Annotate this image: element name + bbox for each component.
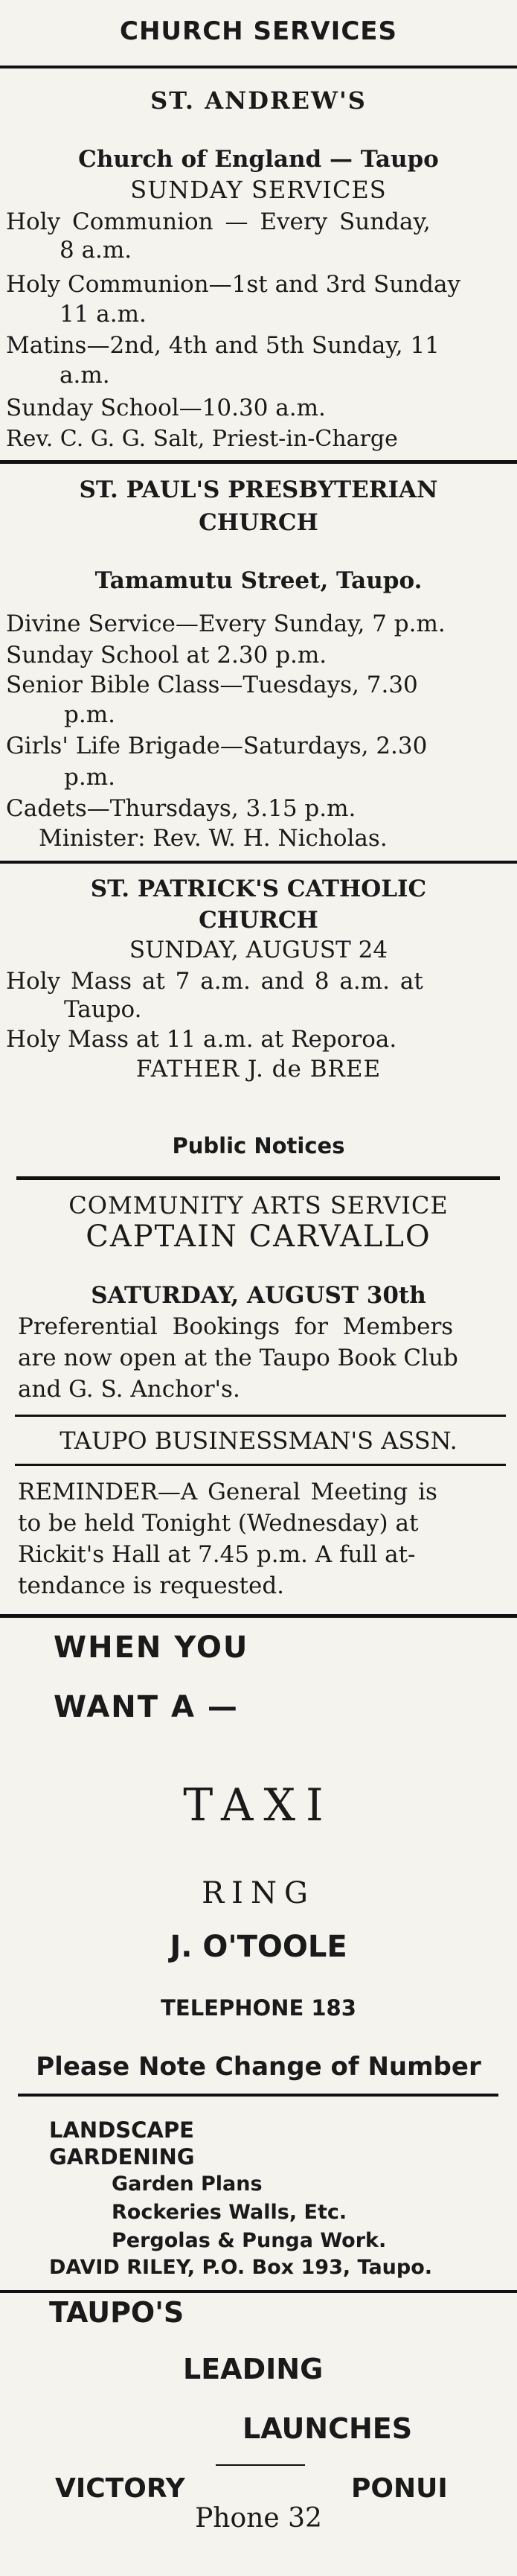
landscape-contact: DAVID RILEY, P.O. Box 193, Taupo. [49, 2256, 433, 2279]
service-line: Rev. C. G. G. Salt, Priest-in-Charge [6, 426, 398, 452]
st-patricks-priest: FATHER J. de BREE [135, 1056, 382, 1083]
notice-line: tendance is requested. [18, 1572, 285, 1599]
service-line: 8 a.m. [60, 237, 132, 264]
service-line: Cadets—Thursdays, 3.15 p.m. [6, 795, 356, 822]
landscape-line-2: GARDENING [49, 2144, 195, 2169]
st-patricks-date: SUNDAY, AUGUST 24 [129, 937, 388, 963]
landscape-item: Garden Plans [112, 2172, 263, 2196]
divider [15, 1415, 506, 1417]
service-line: Holy Mass at 7 a.m. and 8 a.m. at [6, 968, 423, 995]
st-patricks-title-2: CHURCH [199, 907, 318, 934]
divider [216, 2464, 305, 2466]
service-line: p.m. [64, 764, 115, 791]
service-line: Divine Service—Every Sunday, 7 p.m. [6, 610, 446, 637]
launch-boat-ponui: PONUI [351, 2473, 448, 2504]
service-line: Holy Communion — Every Sunday, [6, 208, 431, 235]
taxi-telephone: TELEPHONE 183 [161, 1995, 356, 2021]
launches-line-2: LEADING [183, 2353, 324, 2385]
st-andrews-title: ST. ANDREW'S [150, 86, 367, 115]
service-line: p.m. [64, 701, 115, 728]
change-of-number-notice: Please Note Change of Number [36, 2052, 481, 2082]
service-line: Matins—2nd, 4th and 5th Sunday, 11 [6, 332, 440, 359]
st-pauls-subtitle: Tamamutu Street, Taupo. [94, 567, 423, 594]
taxi-line-1: WHEN YOU [54, 1630, 249, 1665]
divider [16, 1176, 500, 1180]
arts-date: SATURDAY, AUGUST 30th [91, 1282, 426, 1309]
st-patricks-title: ST. PATRICK'S CATHOLIC [90, 876, 427, 902]
service-line: Holy Mass at 11 a.m. at Reporoa. [6, 1026, 397, 1053]
launches-phone: Phone 32 [195, 2503, 322, 2534]
divider [15, 1464, 506, 1466]
landscape-item: Rockeries Walls, Etc. [112, 2201, 347, 2224]
notice-line: and G. S. Anchor's. [18, 1376, 240, 1403]
notice-line: Preferential Bookings for Members [18, 1313, 454, 1340]
arts-subtitle: CAPTAIN CARVALLO [86, 1220, 431, 1254]
taxi-name: J. O'TOOLE [170, 1930, 347, 1964]
landscape-item: Pergolas & Punga Work. [112, 2229, 387, 2252]
taxi-ring: RING [202, 1876, 315, 1910]
launches-line-3: LAUNCHES [243, 2412, 413, 2445]
st-andrews-heading: SUNDAY SERVICES [130, 176, 387, 204]
arts-title: COMMUNITY ARTS SERVICE [68, 1191, 449, 1220]
divider [0, 66, 517, 68]
landscape-line-1: LANDSCAPE [49, 2117, 194, 2143]
st-pauls-title: ST. PAUL'S PRESBYTERIAN [79, 476, 438, 503]
launches-line-1: TAUPO'S [49, 2296, 184, 2329]
taxi-word: TAXI [183, 1779, 334, 1831]
notice-line: to be held Tonight (Wednesday) at [18, 1510, 419, 1537]
public-notices-header: Public Notices [172, 1133, 345, 1158]
service-line: Minister: Rev. W. H. Nicholas. [39, 825, 388, 852]
service-line: a.m. [60, 362, 110, 389]
service-line: Girls' Life Brigade—Saturdays, 2.30 [6, 733, 428, 759]
launch-boat-victory: VICTORY [55, 2473, 185, 2504]
service-line: Taupo. [64, 996, 142, 1023]
service-line: Senior Bible Class—Tuesdays, 7.30 [6, 672, 418, 698]
divider [18, 2094, 498, 2097]
business-title: TAUPO BUSINESSMAN'S ASSN. [60, 1426, 457, 1455]
service-line: Sunday School—10.30 a.m. [6, 395, 326, 421]
divider [0, 861, 517, 864]
notice-line: are now open at the Taupo Book Club [18, 1345, 458, 1371]
st-pauls-title-2: CHURCH [199, 509, 318, 536]
service-line: Holy Communion—1st and 3rd Sunday [6, 271, 460, 298]
notice-line: REMINDER—A General Meeting is [18, 1479, 437, 1505]
divider [0, 2290, 517, 2293]
st-andrews-subtitle: Church of England — Taupo [78, 146, 439, 173]
notice-line: Rickit's Hall at 7.45 p.m. A full at- [18, 1541, 416, 1568]
church-services-header: CHURCH SERVICES [120, 16, 397, 46]
divider [0, 1614, 517, 1618]
service-line: 11 a.m. [60, 301, 147, 328]
service-line: Sunday School at 2.30 p.m. [6, 642, 327, 669]
divider [0, 460, 517, 464]
taxi-line-2: WANT A — [54, 1690, 239, 1724]
